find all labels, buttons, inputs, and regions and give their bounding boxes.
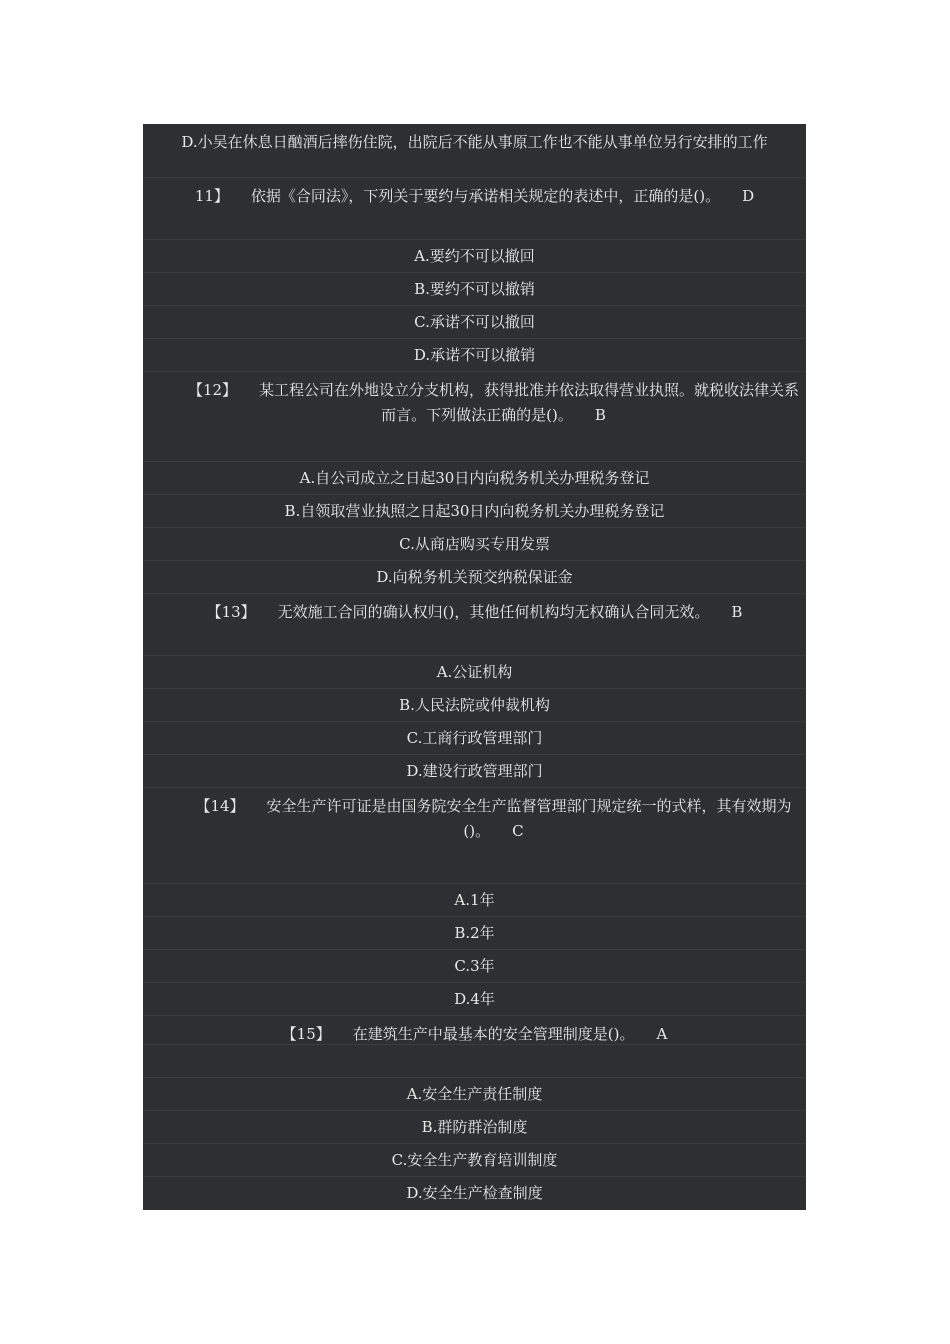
option-text: C.承诺不可以撤回 <box>414 313 535 331</box>
option-b <box>143 917 806 950</box>
question-number: 【13】 <box>206 603 256 621</box>
spacer-row <box>143 1045 806 1078</box>
option-c <box>143 528 806 561</box>
option-b <box>143 1111 806 1144</box>
question-text: 无效施工合同的确认权归()，其他任何机构均无权确认合同无效。 <box>277 603 710 621</box>
question-answer: D <box>742 187 755 205</box>
option-text: B.2年 <box>454 924 495 942</box>
option-text: D.建设行政管理部门 <box>406 762 543 780</box>
option-text: D.安全生产检查制度 <box>406 1184 543 1202</box>
option-text: D.向税务机关预交纳税保证金 <box>376 568 573 586</box>
option-text: C.安全生产教育培训制度 <box>391 1151 558 1169</box>
option-d <box>143 755 806 788</box>
question-12 <box>143 372 806 462</box>
prev-option-d <box>143 124 806 178</box>
option-text: D.承诺不可以撤销 <box>413 346 536 364</box>
option-text: B.群防群治制度 <box>421 1118 528 1136</box>
question-panel <box>143 124 806 1210</box>
question-number: 【14】 <box>195 797 245 815</box>
question-14 <box>143 788 806 884</box>
option-b <box>143 273 806 306</box>
question-text: 依据《合同法》，下列关于要约与承诺相关规定的表述中，正确的是()。 <box>250 187 721 205</box>
question-number: 【12】 <box>187 381 238 399</box>
option-text: B.自领取营业执照之日起30日内向税务机关办理税务登记 <box>284 502 665 520</box>
option-b <box>143 689 806 722</box>
question-text: 安全生产许可证是由国务院安全生产监督管理部门规定统一的式样，其有效期为()。 <box>266 797 792 840</box>
question-13 <box>143 594 806 656</box>
question-text: 在建筑生产中最基本的安全管理制度是()。 <box>352 1025 635 1043</box>
option-text: C.3年 <box>454 957 495 975</box>
option-b <box>143 495 806 528</box>
question-answer: B <box>594 406 606 424</box>
option-a <box>143 240 806 273</box>
option-d <box>143 339 806 372</box>
option-a <box>143 1078 806 1111</box>
option-text: C.工商行政管理部门 <box>406 729 543 747</box>
question-number: 【15】 <box>281 1025 331 1043</box>
option-d <box>143 1177 806 1210</box>
question-answer: C <box>512 822 524 840</box>
option-text: A.安全生产责任制度 <box>406 1085 543 1103</box>
option-c <box>143 1144 806 1177</box>
option-text: A.要约不可以撤回 <box>414 247 535 265</box>
option-text: D.4年 <box>454 990 495 1008</box>
option-text: A.自公司成立之日起30日内向税务机关办理税务登记 <box>299 469 650 487</box>
option-c <box>143 306 806 339</box>
question-15 <box>143 1016 806 1045</box>
option-text: A.公证机构 <box>436 663 513 681</box>
option-a <box>143 884 806 917</box>
question-answer: B <box>731 603 743 621</box>
option-text: B.要约不可以撤销 <box>414 280 535 298</box>
option-text: C.从商店购买专用发票 <box>399 535 550 553</box>
option-text: A.1年 <box>454 891 495 909</box>
question-number: 11】 <box>194 187 229 205</box>
question-text: 某工程公司在外地设立分支机构，获得批准并依法取得营业执照。就税收法律关系而言。下列做法正确的是()。 <box>259 381 800 424</box>
question-11 <box>143 178 806 240</box>
option-d <box>143 561 806 594</box>
option-c <box>143 722 806 755</box>
question-answer: A <box>656 1025 668 1043</box>
option-a <box>143 656 806 689</box>
option-text: B.人民法院或仲裁机构 <box>399 696 550 714</box>
option-d <box>143 983 806 1016</box>
option-c <box>143 950 806 983</box>
option-text: D.小吴在休息日酗酒后摔伤住院，出院后不能从事原工作也不能从事单位另行安排的工作 <box>181 133 768 151</box>
option-a <box>143 462 806 495</box>
